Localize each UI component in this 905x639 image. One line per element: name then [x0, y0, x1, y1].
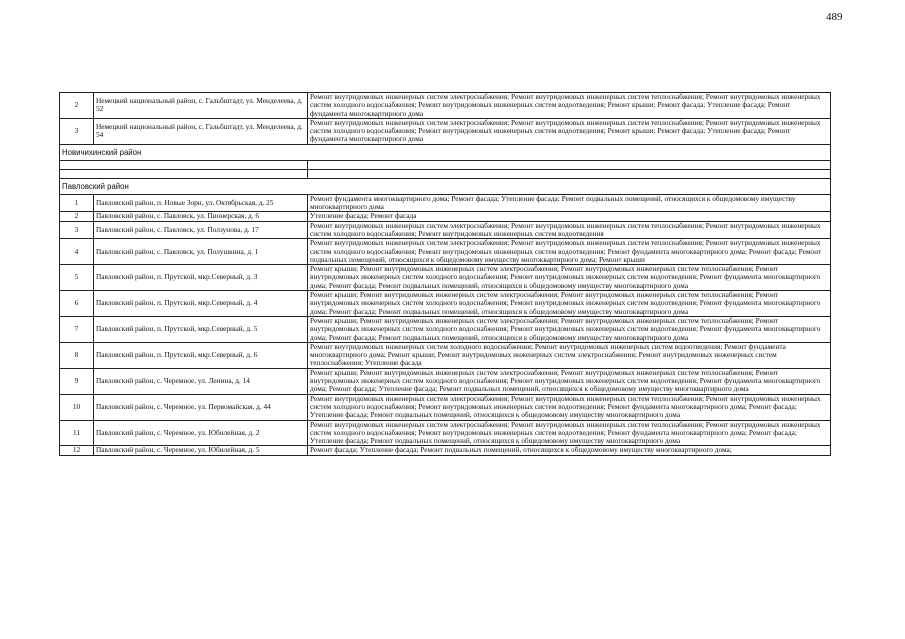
address-cell: Павловский район, с. Павловск, ул. Полушкина, д. 1: [94, 239, 308, 265]
row-number: 7: [60, 316, 94, 342]
address-cell: Павловский район, с. Павловск, ул. Ползунова, д. 17: [94, 221, 308, 239]
works-cell: Ремонт внутридомовых инженерных систем электроснабжения; Ремонт внутридомовых инженерных систем теплоснабжения; Ремонт внутридомовых инженерных систем холодного водоснабжения; Ремонт внутридомовых инженерных систем водоотведения; Ремонт крыши; Ремонт фасада; Утепление фасада; Ремонт фундамента многоквартирного дома: [308, 93, 831, 119]
address-cell: Павловский район, с. Черемное, ул. Ленина, д. 14: [94, 368, 308, 394]
address-cell: Павловский район, с. Черемное, ул. Юбилейная, д. 2: [94, 420, 308, 446]
table-row: [60, 221, 831, 239]
address-cell: Павловский район, п. Прутской, мкр.Северный, д. 5: [94, 316, 308, 342]
table-row: [60, 316, 831, 342]
section-header-row: [60, 144, 831, 160]
address-cell: Павловский район, с. Черемное, ул. Юбилейная, д. 5: [94, 446, 308, 455]
repair-register-table: [59, 92, 831, 456]
works-cell: Ремонт внутридомовых инженерных систем электроснабжения; Ремонт внутридомовых инженерных систем теплоснабжения; Ремонт внутридомовых инженерных систем холодного водоснабжения; Ремонт внутридомовых инженерных систем водоотведения; Ремонт фундамента многоквартирного дома; Ремонт фасада; Утепление фасада; Ремонт подвальных помещений, относящихся к общедомовому имуществу многоквартирного дома: [308, 420, 831, 446]
row-number: 10: [60, 394, 94, 420]
address-cell: Павловский район, п. Прутской, мкр.Северный, д. 4: [94, 291, 308, 317]
empty-cell: [60, 169, 308, 178]
works-cell: Утепление фасада; Ремонт фасада: [308, 212, 831, 221]
section-title: Новичихинский район: [60, 144, 831, 160]
table-row: [60, 212, 831, 221]
address-cell: Немецкий национальный район, с. Гальбштадт, ул. Менделеева, д. 52: [94, 93, 308, 119]
table-row: [60, 265, 831, 291]
address-cell: Павловский район, с. Павловск, ул. Пионерская, д. 6: [94, 212, 308, 221]
row-number: 3: [60, 118, 94, 144]
works-cell: Ремонт фасада; Утепление фасада; Ремонт подвальных помещений, относящихся к общедомовому имуществу многоквартирного дома;: [308, 446, 831, 455]
row-number: 2: [60, 212, 94, 221]
table-row: [60, 420, 831, 446]
page-number: 489: [826, 11, 843, 23]
table-row: [60, 239, 831, 265]
table-row: [60, 394, 831, 420]
works-cell: Ремонт крыши; Ремонт внутридомовых инженерных систем электроснабжения; Ремонт внутридомовых инженерных систем теплоснабжения; Ремонт внутридомовых инженерных систем холодного водоснабжения; Ремонт внутридомовых инженерных систем водоотведения; Ремонт фундамента многоквартирного дома; Ремонт фасада; Утепление фасада; Ремонт подвальных помещений, относящихся к общедомовому имуществу многоквартирного дома: [308, 368, 831, 394]
empty-cell: [308, 160, 831, 169]
table-row: [60, 291, 831, 317]
address-cell: Павловский район, с. Черемное, ул. Первомайская, д. 44: [94, 394, 308, 420]
empty-cell: [308, 169, 831, 178]
row-number: 1: [60, 194, 94, 212]
address-cell: Павловский район, п. Прутской, мкр.Северный, д. 3: [94, 265, 308, 291]
row-number: 12: [60, 446, 94, 455]
table-row: [60, 446, 831, 455]
address-cell: Павловский район, п. Прутской, мкр.Северный, д. 6: [94, 342, 308, 368]
row-number: 9: [60, 368, 94, 394]
works-cell: Ремонт крыши; Ремонт внутридомовых инженерных систем электроснабжения; Ремонт внутридомовых инженерных систем теплоснабжения; Ремонт внутридомовых инженерных систем холодного водоснабжения; Ремонт внутридомовых инженерных систем водоотведения; Ремонт фундамента многоквартирного дома; Ремонт фасада; Ремонт подвальных помещений, относящихся к общедомовому имуществу многоквартирного дома: [308, 316, 831, 342]
empty-row: [60, 169, 831, 178]
works-cell: Ремонт крыши; Ремонт внутридомовых инженерных систем электроснабжения; Ремонт внутридомовых инженерных систем теплоснабжения; Ремонт внутридомовых инженерных систем холодного водоснабжения; Ремонт внутридомовых инженерных систем водоотведения; Ремонт фундамента многоквартирного дома; Ремонт фасада; Ремонт подвальных помещений, относящихся к общедомовому имуществу многоквартирного дома: [308, 265, 831, 291]
works-cell: Ремонт внутридомовых инженерных систем электроснабжения; Ремонт внутридомовых инженерных систем теплоснабжения; Ремонт внутридомовых инженерных систем холодного водоснабжения; Ремонт внутридомовых инженерных систем водоотведения; Ремонт фундамента многоквартирного дома; Ремонт фасада; Ремонт подвальных помещений, относящихся к общедомовому имуществу многоквартирного дома; Ремонт крыши: [308, 239, 831, 265]
table-row: [60, 368, 831, 394]
row-number: 4: [60, 239, 94, 265]
row-number: 2: [60, 93, 94, 119]
works-cell: Ремонт фундамента многоквартирного дома; Ремонт фасада; Утепление фасада; Ремонт подвальных помещений, относящихся к общедомовому имуществу многоквартирного дома: [308, 194, 831, 212]
row-number: 5: [60, 265, 94, 291]
address-cell: Немецкий национальный район, с. Гальбштадт, ул. Менделеева, д. 54: [94, 118, 308, 144]
works-cell: Ремонт внутридомовых инженерных систем холодного водоснабжения; Ремонт внутридомовых инженерных систем водоотведения; Ремонт фундамента многоквартирного дома; Ремонт крыши; Ремонт внутридомовых инженерных систем электроснабжения; Ремонт внутридомовых инженерных систем теплоснабжения; Утепление фасада: [308, 342, 831, 368]
section-header-row: [60, 178, 831, 194]
works-cell: Ремонт внутридомовых инженерных систем электроснабжения; Ремонт внутридомовых инженерных систем теплоснабжения; Ремонт внутридомовых инженерных систем холодного водоснабжения; Ремонт внутридомовых инженерных систем водоотведения; Ремонт фундамента многоквартирного дома; Ремонт фасада; Утепление фасада; Ремонт подвальных помещений, относящихся к общедомовому имуществу многоквартирного дома: [308, 394, 831, 420]
row-number: 6: [60, 291, 94, 317]
table-row: [60, 118, 831, 144]
empty-cell: [60, 160, 308, 169]
row-number: 11: [60, 420, 94, 446]
row-number: 3: [60, 221, 94, 239]
works-cell: Ремонт крыши; Ремонт внутридомовых инженерных систем электроснабжения; Ремонт внутридомовых инженерных систем теплоснабжения; Ремонт внутридомовых инженерных систем холодного водоснабжения; Ремонт внутридомовых инженерных систем водоотведения; Ремонт фундамента многоквартирного дома; Ремонт фасада; Ремонт подвальных помещений, относящихся к общедомовому имуществу многоквартирного дома: [308, 291, 831, 317]
table-row: [60, 342, 831, 368]
works-cell: Ремонт внутридомовых инженерных систем электроснабжения; Ремонт внутридомовых инженерных систем теплоснабжения; Ремонт внутридомовых инженерных систем холодного водоснабжения; Ремонт внутридомовых инженерных систем водоотведения: [308, 221, 831, 239]
empty-row: [60, 160, 831, 169]
row-number: 8: [60, 342, 94, 368]
table-row: [60, 93, 831, 119]
section-title: Павловский район: [60, 178, 831, 194]
address-cell: Павловский район, п. Новые Зори, ул. Октябрьская, д. 25: [94, 194, 308, 212]
works-cell: Ремонт внутридомовых инженерных систем электроснабжения; Ремонт внутридомовых инженерных систем теплоснабжения; Ремонт внутридомовых инженерных систем холодного водоснабжения; Ремонт внутридомовых инженерных систем водоотведения; Ремонт крыши; Ремонт фасада; Утепление фасада; Ремонт фундамента многоквартирного дома: [308, 118, 831, 144]
table-row: [60, 194, 831, 212]
